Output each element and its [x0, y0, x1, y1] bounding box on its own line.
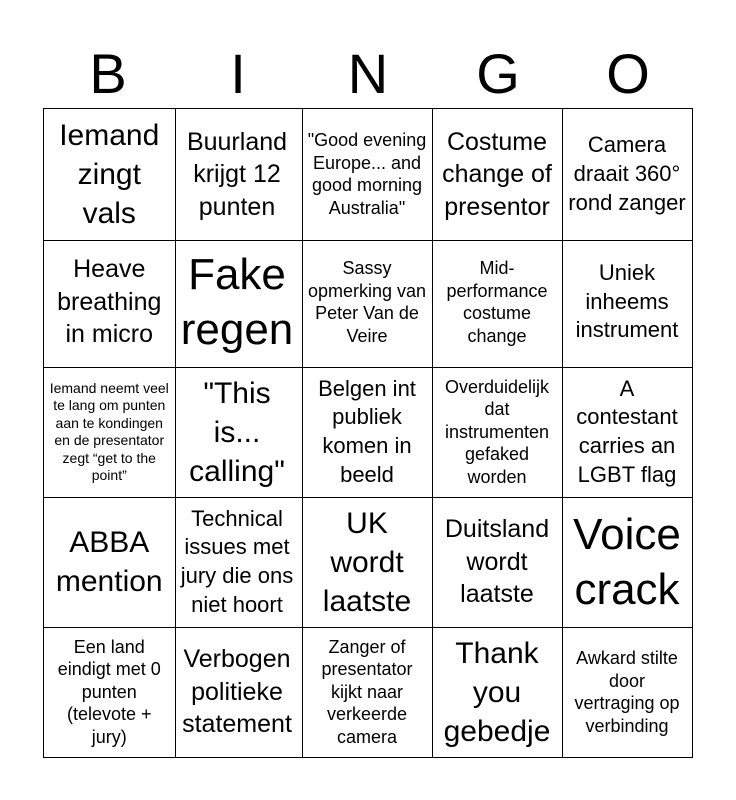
bingo-cell-r2-c5[interactable]: [563, 238, 693, 368]
bingo-cell-label: ABBA mention: [55, 526, 163, 598]
bingo-cell-label: Heave breathing in micro: [57, 255, 162, 349]
bingo-cell-r5-c1[interactable]: [44, 628, 176, 758]
bingo-cell-r3-c2[interactable]: [173, 368, 303, 498]
bingo-cell-label: Technical issues met jury die ons niet hoort: [180, 505, 294, 617]
bingo-cell-label: Mid-performance costume change: [446, 258, 548, 346]
header-letter-g: G: [476, 42, 520, 105]
bingo-cell-label: Overduidelijk dat instrumenten gefaked worden: [444, 376, 550, 487]
bingo-cell-r1-c1[interactable]: [44, 109, 176, 241]
bingo-cell-label: "This is... calling": [189, 376, 285, 488]
bingo-cell-r1-c3[interactable]: [303, 109, 433, 241]
bingo-cell-r5-c4[interactable]: [433, 628, 563, 758]
bingo-cell-label: Iemand neemt veel te lang om punten aan te kondingen en de presentator zegt “get to the point”: [49, 379, 169, 483]
bingo-cell-label: Duitsland wordt laatste: [444, 515, 550, 609]
bingo-cell-label: Een land eindigt met 0 punten (televote + jury): [57, 636, 161, 747]
bingo-cell-r2-c2[interactable]: [173, 238, 303, 368]
bingo-cell-r3-c4[interactable]: [433, 368, 563, 498]
bingo-cell-r5-c3[interactable]: [303, 628, 433, 758]
bingo-cell-r2-c4[interactable]: [433, 238, 563, 368]
bingo-cell-r5-c2[interactable]: [173, 628, 303, 758]
header-letter-o: O: [606, 42, 650, 105]
bingo-cell-label: Awkard stilte door vertraging op verbinding: [574, 648, 680, 736]
bingo-cell-label: Sassy opmerking van Peter Van de Veire: [307, 258, 427, 346]
bingo-header: [43, 40, 693, 108]
bingo-cell-r4-c1[interactable]: [44, 498, 176, 628]
bingo-cell-label: "Good evening Europe... and good morning Australia": [307, 130, 427, 218]
bingo-cell-label: Camera draait 360° rond zanger: [568, 132, 686, 215]
bingo-cell-label: UK wordt laatste: [322, 506, 412, 618]
bingo-cell-r4-c3[interactable]: [303, 498, 433, 628]
header-letter-n: N: [347, 42, 389, 105]
bingo-cell-label: A contestant carries an LGBT flag: [576, 375, 678, 487]
bingo-cell-r5-c5[interactable]: [563, 628, 693, 758]
bingo-cell-r4-c5[interactable]: [563, 498, 693, 628]
bingo-cell-r3-c5[interactable]: [563, 368, 693, 498]
bingo-cell-r1-c2[interactable]: [173, 109, 303, 241]
bingo-cell-r3-c3[interactable]: [303, 368, 433, 498]
bingo-cell-r4-c2[interactable]: [173, 498, 303, 628]
bingo-cell-r2-c1[interactable]: [44, 238, 176, 368]
bingo-cell-r3-c1[interactable]: [44, 368, 176, 498]
bingo-cell-label: Uniek inheems instrument: [575, 260, 679, 343]
bingo-cell-r1-c5[interactable]: [563, 109, 693, 241]
bingo-cell-label: Fake regen: [180, 250, 294, 354]
bingo-card-grid: [43, 108, 693, 758]
bingo-cell-r2-c3[interactable]: [303, 238, 433, 368]
bingo-cell-r1-c4[interactable]: [433, 109, 563, 241]
bingo-cell-label: Thank you gebedje: [443, 636, 551, 748]
bingo-cell-label: Voice crack: [573, 510, 681, 614]
bingo-cell-r4-c4[interactable]: [433, 498, 563, 628]
bingo-cell-label: Verbogen politieke statement: [182, 645, 292, 739]
bingo-cell-label: Buurland krijgt 12 punten: [186, 127, 288, 221]
header-letter-i: I: [230, 42, 246, 105]
bingo-cell-label: Zanger of presentator kijkt naar verkeerde camera: [321, 636, 413, 747]
header-letter-b: B: [89, 42, 127, 105]
bingo-cell-label: Iemand zingt vals: [59, 118, 160, 230]
bingo-cell-label: Costume change of presentor: [442, 127, 552, 221]
bingo-cell-label: Belgen int publiek komen in beeld: [318, 375, 416, 487]
